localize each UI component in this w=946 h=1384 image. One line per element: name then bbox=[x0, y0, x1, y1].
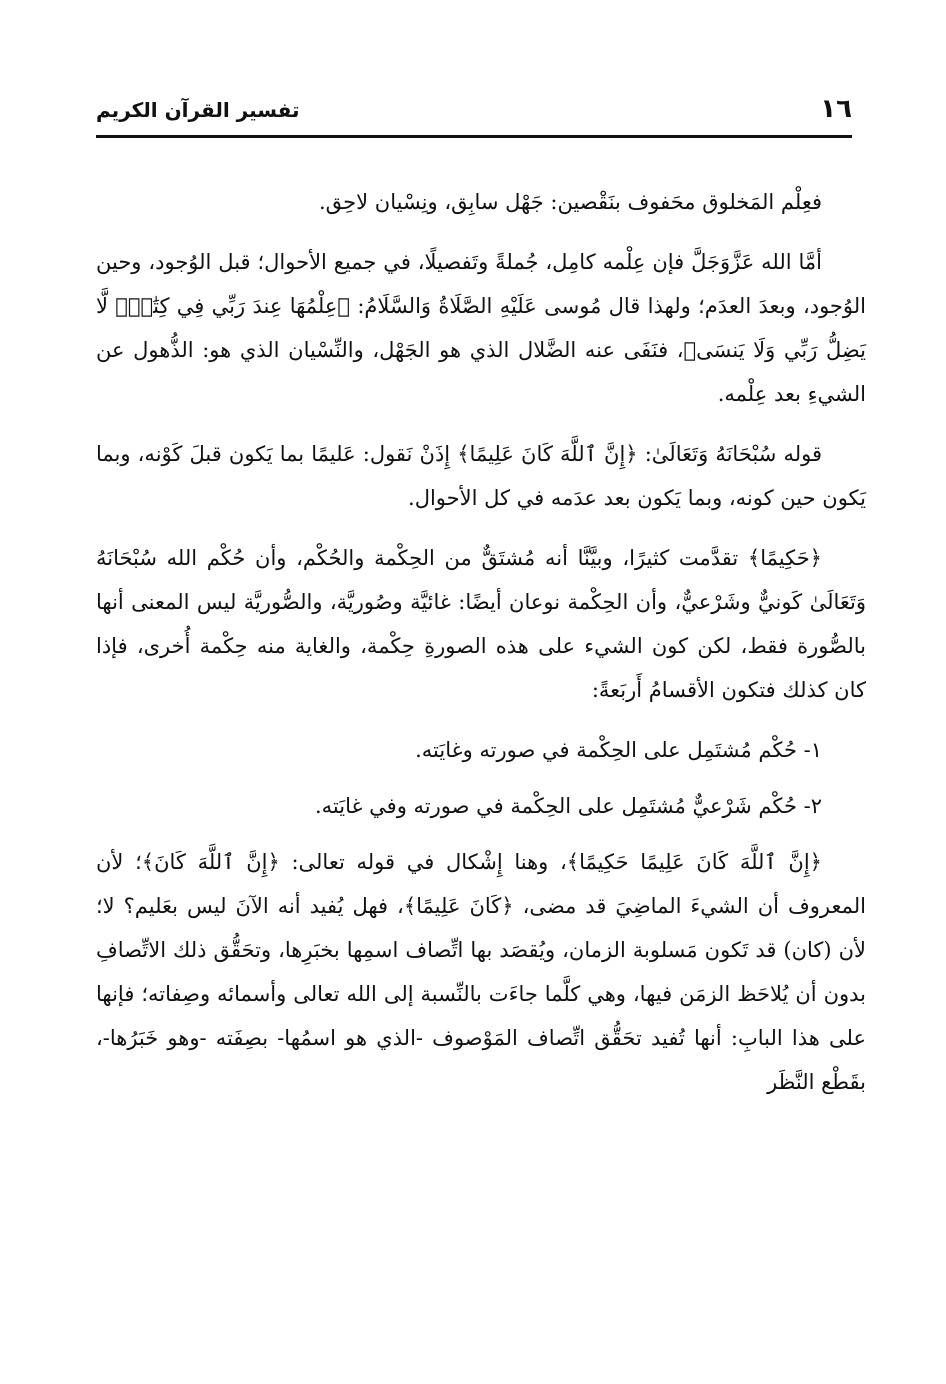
paragraph-5: ﴿إِنَّ ٱللَّهَ كَانَ عَلِيمًا حَكِيمًا﴾، وهنا إِشْكال في قوله تعالى: ﴿إِنَّ ٱللَّهَ كَانَ﴾؛ لأن المعروف أن الشيءَ الماضِيَ قد مضى، ﴿كَانَ عَلِيمًا﴾، فهل يُفيد أنه الآنَ ليس بعَليم؟ لا؛ لأن (كان) قد تَكون مَسلوبة الزمان، ويُقصَد بها اتِّصاف اسمِها بخبَرِها، وتحَقُّق ذلك الاتِّصافِ بدون أن يُلاحَظ الزمَن فيها، وهي كلَّما جاءَت بالنِّسبة إلى الله تعالى وأسمائه وصِفاته؛ فإنها على هذا البابِ: أنها تُفيد تحَقُّق اتِّصاف المَوْصوف -الذي هو اسمُها- بصِفَته -وهو خَبَرُها-، بقَطْع النَّظَر bbox=[96, 850, 866, 1094]
running-title: تفسير القرآن الكريم bbox=[96, 98, 300, 122]
header-rule bbox=[96, 135, 852, 138]
paragraph-2: أمَّا الله عَزَّوَجَلَّ فإن عِلْمه كامِل، جُملةً وتَفصيلًا، في جميع الأحوال؛ قبل الوُجود، وحين الوُجود، وبعدَ العدَم؛ ولهذا قال مُوسى عَلَيْهِ الصَّلَاةُ وَالسَّلَامُ: ﴿عِلْمُهَا عِندَ رَبِّي فِي كِتَٰبٍۖ لَّا يَضِلُّ رَبِّي وَلَا يَنسَى﴾، فنَفَى عنه الضَّلال الذي هو الجَهْل، والنِّسْيان الذي هو: الذُّهول عن الشيءِ بعد عِلْمه. bbox=[96, 250, 866, 406]
page-header bbox=[96, 92, 852, 132]
paragraph-3: قوله سُبْحَانَهُ وَتَعَالَىٰ: ﴿إِنَّ ٱللَّهَ كَانَ عَلِيمًا﴾ إِذَنْ نَقول: عَليمًا بما يَكون قبلَ كَوْنه، وبما يَكون حين كونه، وبما يَكون بعد عدَمه في كل الأحوال. bbox=[96, 442, 866, 510]
list-item-2: ٢- حُكْم شَرْعيٌّ مُشتَمِل على الحِكْمة في صورته وفي غايَته. bbox=[314, 794, 822, 818]
paragraph-1: فعِلْم المَخلوق محَفوف بنَقْصين: جَهْل سابِق، ونِسْيان لاحِق. bbox=[318, 190, 822, 214]
paragraph-4: ﴿حَكِيمًا﴾ تقدَّمت كثيرًا، وبيَّنَّا أنه مُشتَقٌّ من الحِكْمة والحُكْم، وأن حُكْم الله سُبْحَانَهُ وَتَعَالَىٰ كَونيٌّ وشَرْعيٌّ، وأن الحِكْمة نوعان أيضًا: غائيَّة وصُوريَّة، والصُّوريَّة ليس المعنى أنها بالصُّورة فقط، لكن كون الشيء على هذه الصورةِ حِكْمة، والغاية منه حِكْمة أُخرى، فإذا كان كذلك فتكون الأقسامُ أَربَعةً: bbox=[96, 546, 866, 702]
page-number: ١٦ bbox=[820, 94, 852, 124]
list-item-1: ١- حُكْم مُشتَمِل على الحِكْمة في صورته وغايَته. bbox=[415, 738, 822, 762]
page-body bbox=[96, 180, 866, 1104]
